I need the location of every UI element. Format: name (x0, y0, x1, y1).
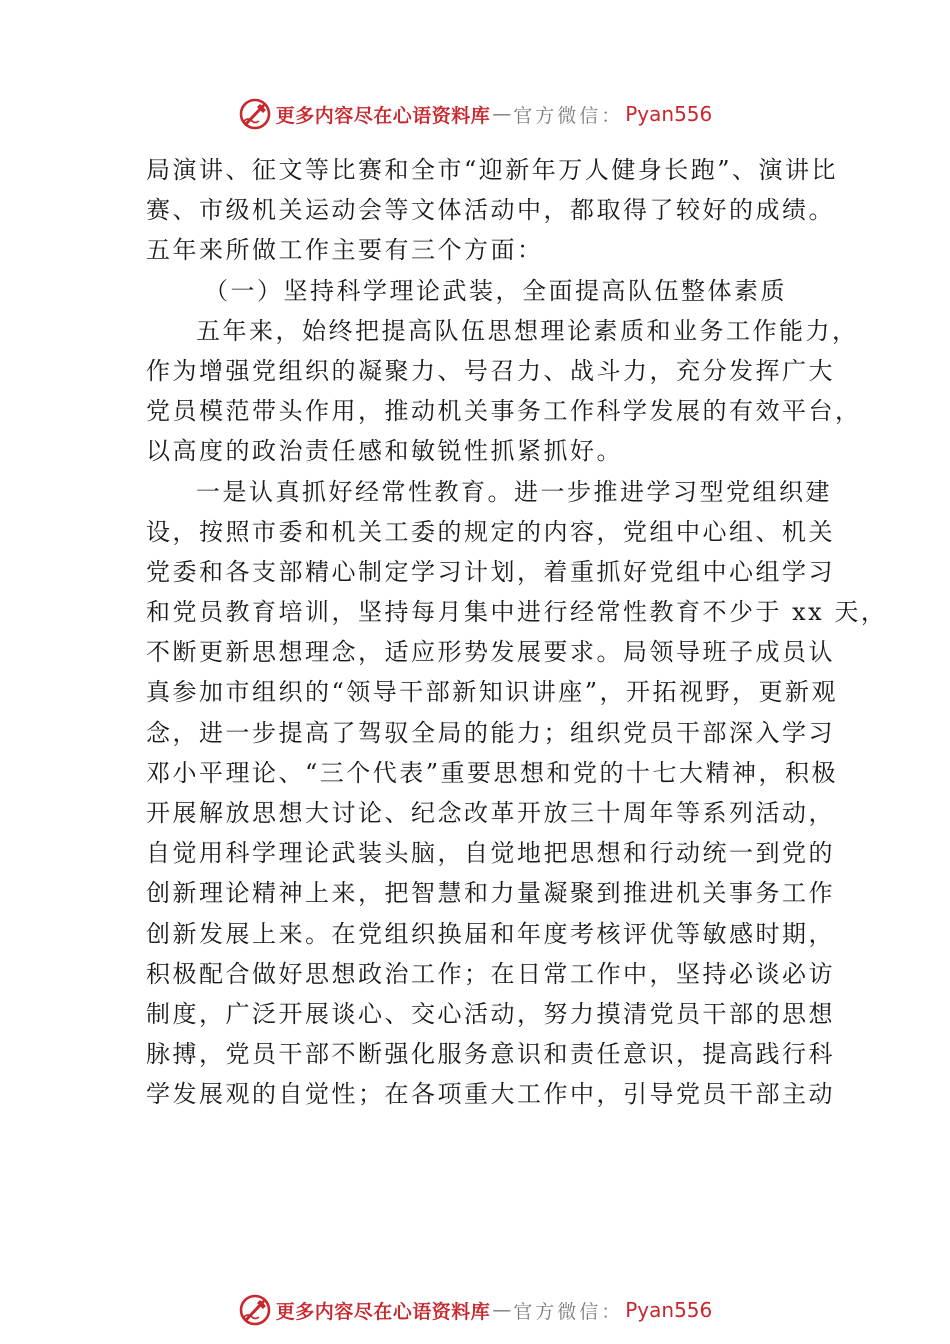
text-line: 开展解放思想大讨论、纪念改革开放三十周年等系列活动， (146, 799, 835, 827)
text-line: 以高度的政治责任感和敏锐性抓紧抓好。 (146, 437, 623, 466)
text-line: 学发展观的自觉性；在各项重大工作中，引导党员干部主动 (146, 1080, 835, 1109)
text-line: 邓小平理论、“三个代表”重要思想和党的十七大精神，积极 (146, 758, 839, 787)
section-heading: （一）坚持科学理论武装，全面提高队伍整体素质 (204, 276, 787, 305)
text-line: 五年来，始终把提高队伍思想理论素质和业务工作能力， (196, 316, 859, 345)
pen-logo-icon (238, 97, 272, 131)
text-line: 创新发展上来。在党组织换届和年度考核评优等敏感时期， (146, 919, 835, 948)
text-line: 制度，广泛开展谈心、交心活动，努力摸清党员干部的思想 (146, 999, 835, 1028)
text-line: 念，进一步提高了驾驭全局的能力；组织党员干部深入学习 (146, 718, 835, 747)
watermark-label: 官方微信： (513, 104, 624, 127)
watermark-label: 官方微信： (513, 1300, 624, 1323)
watermark-main-text: 更多内容尽在心语资料库 (275, 104, 491, 127)
watermark-banner-top (0, 94, 950, 134)
text-line: 不断更新思想理念，适应形势发展要求。局领导班子成员认 (146, 638, 835, 667)
text-line: 设，按照市委和机关工委的规定的内容，党组中心组、机关 (146, 517, 835, 546)
text-line: 党委和各支部精心制定学习计划，着重抓好党组中心组学习 (146, 557, 835, 586)
watermark-separator: — (492, 103, 512, 125)
text-line: 五年来所做工作主要有三个方面： (146, 236, 544, 265)
watermark-banner-bottom (0, 1290, 950, 1330)
watermark-separator: — (492, 1299, 512, 1321)
text-line: 局演讲、征文等比赛和全市“迎新年万人健身长跑”、演讲比 (146, 156, 839, 184)
text-line: 和党员教育培训，坚持每月集中进行经常性教育不少于 xx 天， (146, 598, 888, 627)
text-line: 创新理论精神上来，把智慧和力量凝聚到推进机关事务工作 (146, 879, 835, 908)
watermark-main-text: 更多内容尽在心语资料库 (275, 1300, 491, 1323)
text-line: 自觉用科学理论武装头脑，自觉地把思想和行动统一到党的 (146, 839, 835, 868)
text-line: 党员模范带头作用，推动机关事务工作科学发展的有效平台， (146, 397, 862, 426)
text-line: 作为增强党组织的凝聚力、号召力、战斗力，充分发挥广大 (146, 356, 835, 385)
text-line: 真参加市组织的“领导干部新知识讲座”，开拓视野，更新观 (146, 678, 839, 707)
text-line: 一是认真抓好经常性教育。进一步推进学习型党组织建 (196, 477, 832, 506)
text-line: 积极配合做好思想政治工作；在日常工作中，坚持必谈必访 (146, 959, 835, 988)
pen-logo-icon (238, 1293, 272, 1327)
document-body (146, 150, 888, 1115)
text-line: 脉搏，党员干部不断强化服务意识和责任意识，提高践行科 (146, 1040, 835, 1069)
watermark-account: Pyan556 (625, 1298, 713, 1322)
text-line: 赛、市级机关运动会等文体活动中，都取得了较好的成绩。 (146, 196, 835, 225)
watermark-account: Pyan556 (625, 102, 713, 126)
